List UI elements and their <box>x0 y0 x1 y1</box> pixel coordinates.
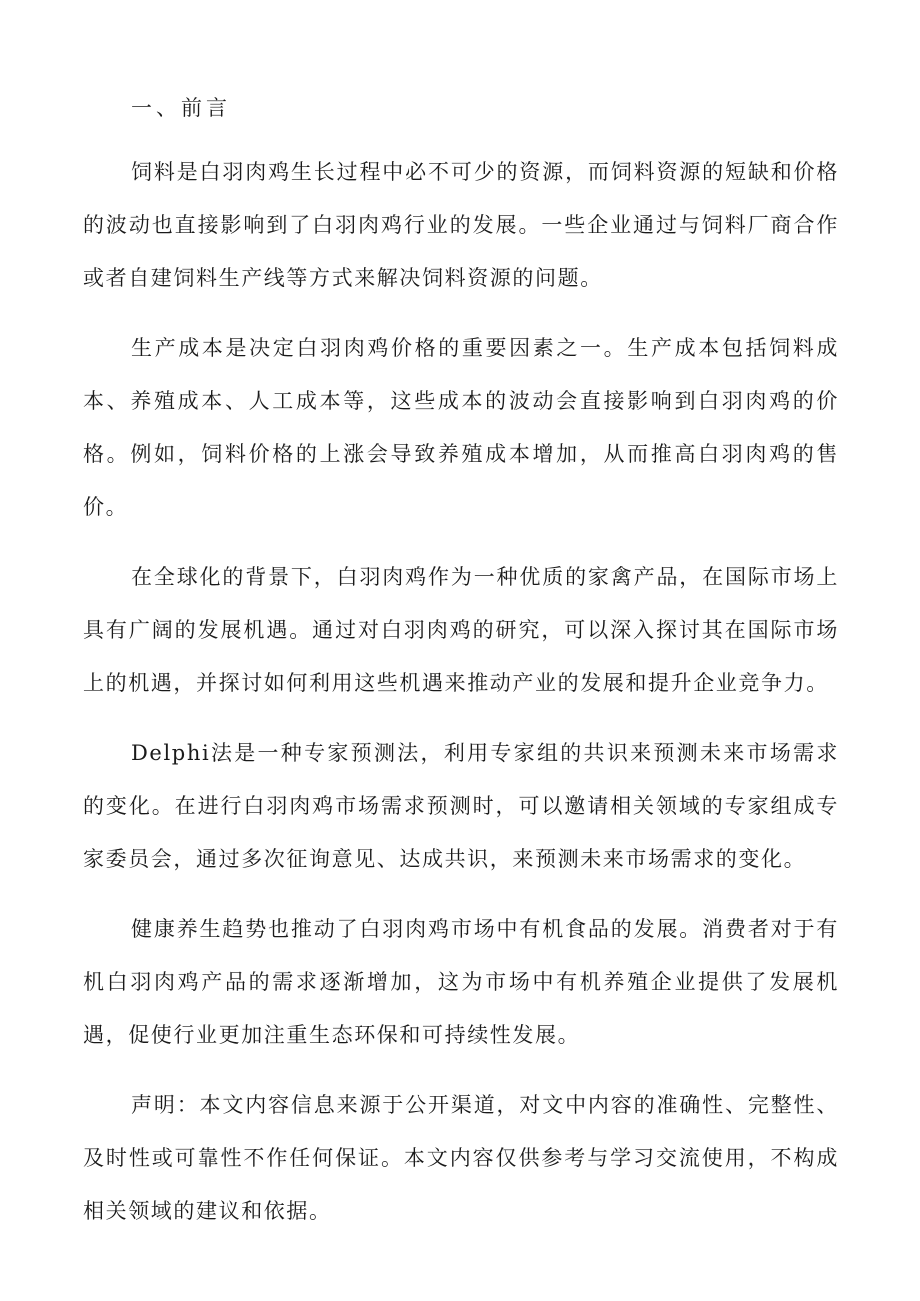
paragraph-disclaimer: 声明：本文内容信息来源于公开渠道，对文中内容的准确性、完整性、及时性或可靠性不作任何保证。本文内容仅供参考与学习交流使用，不构成相关领域的建议和依据。 <box>83 1093 839 1223</box>
paragraph-production-cost: 生产成本是决定白羽肉鸡价格的重要因素之一。生产成本包括饲料成本、养殖成本、人工成本等，这些成本的波动会直接影响到白羽肉鸡的价格。例如，饲料价格的上涨会导致养殖成本增加，从而推高白羽肉鸡的售价。 <box>83 336 839 519</box>
paragraph-globalization: 在全球化的背景下，白羽肉鸡作为一种优质的家禽产品，在国际市场上具有广阔的发展机遇。通过对白羽肉鸡的研究，可以深入探讨其在国际市场上的机遇，并探讨如何利用这些机遇来推动产业的发展和提升企业竞争力。 <box>83 565 839 695</box>
section-heading: 一、前言 <box>131 96 231 120</box>
paragraph-health-trend: 健康养生趋势也推动了白羽肉鸡市场中有机食品的发展。消费者对于有机白羽肉鸡产品的需求逐渐增加，这为市场中有机养殖企业提供了发展机遇，促使行业更加注重生态环保和可持续性发展。 <box>83 917 839 1047</box>
paragraph-delphi-method: Delphi法是一种专家预测法，利用专家组的共识来预测未来市场需求的变化。在进行白羽肉鸡市场需求预测时，可以邀请相关领域的专家组成专家委员会，通过多次征询意见、达成共识，来预测未来市场需求的变化。 <box>83 741 839 871</box>
paragraph-feed-resources: 饲料是白羽肉鸡生长过程中必不可少的资源，而饲料资源的短缺和价格的波动也直接影响到了白羽肉鸡行业的发展。一些企业通过与饲料厂商合作或者自建饲料生产线等方式来解决饲料资源的问题。 <box>83 160 839 290</box>
document-body <box>83 88 839 1255</box>
